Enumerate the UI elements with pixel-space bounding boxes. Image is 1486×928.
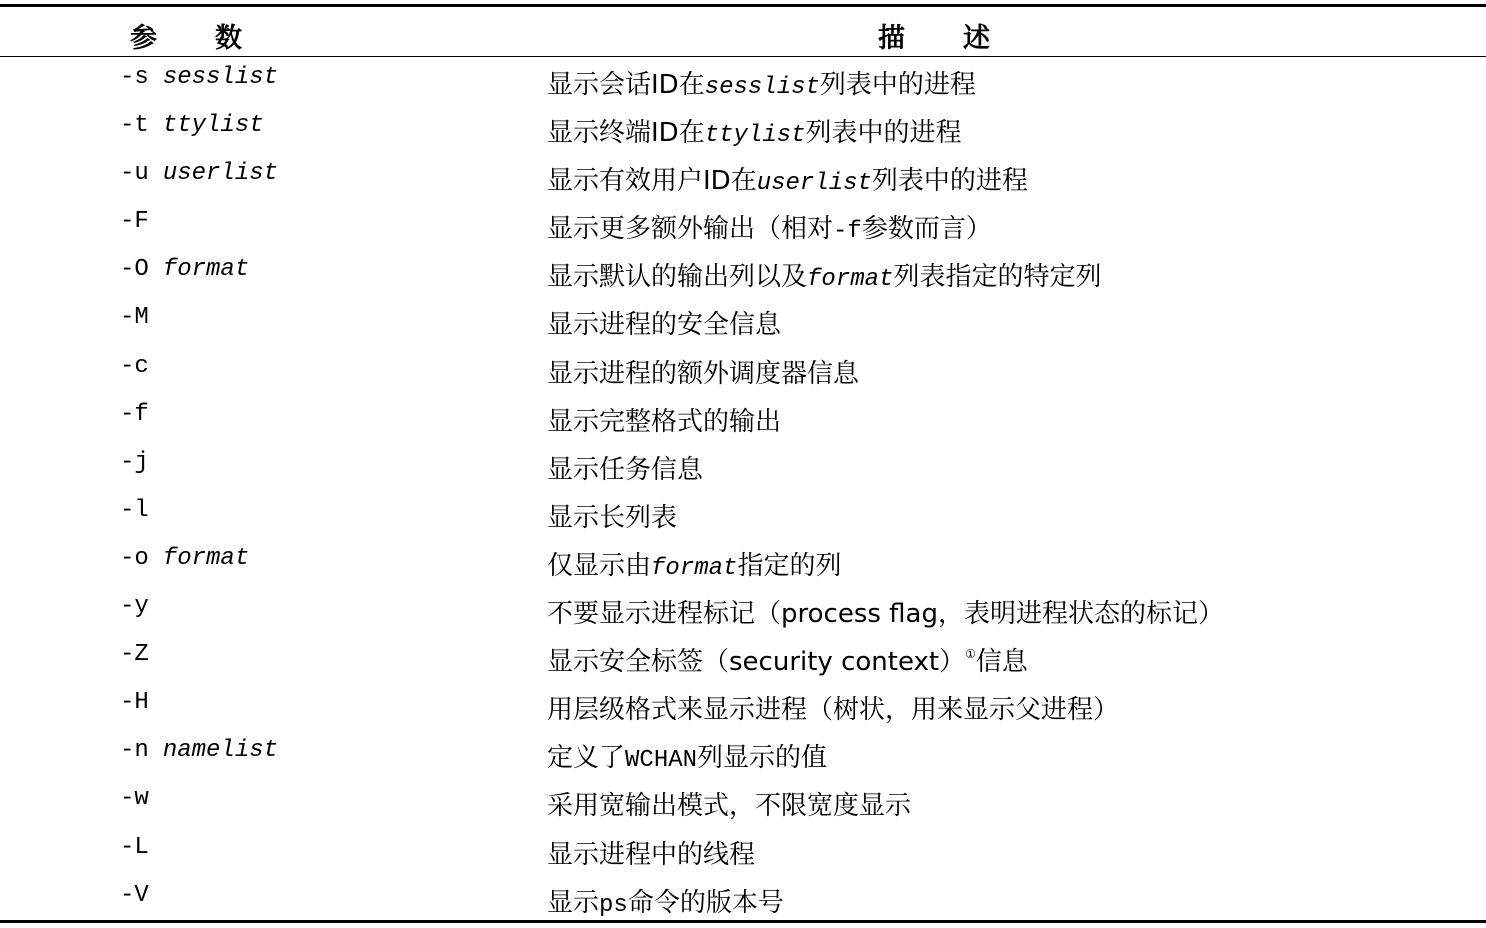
- description-text: 显示完整格式的输出: [547, 406, 782, 437]
- param-cell: [120, 593, 149, 620]
- description-text: 列表指定的特定列: [893, 262, 1102, 293]
- description-text: 显示任务信息: [547, 454, 704, 485]
- description-text: 参数而言）: [861, 214, 992, 245]
- param-cell: [120, 882, 149, 909]
- description-code: ps: [599, 891, 628, 919]
- param-cell: [120, 304, 149, 331]
- description-cell: [547, 449, 703, 486]
- description-text: 显示: [547, 887, 600, 918]
- description-cell: [547, 737, 827, 774]
- description-cell: [547, 545, 841, 582]
- description-text: 命令的版本号: [627, 887, 784, 918]
- param-flag: -O: [120, 256, 149, 284]
- param-arg: userlist: [162, 160, 279, 188]
- table-row: [0, 447, 1486, 495]
- header-param: 参数: [130, 23, 300, 54]
- table-row: [0, 639, 1486, 687]
- description-text: 显示进程中的线程: [547, 839, 756, 870]
- table-row: [0, 687, 1486, 735]
- description-text: 显示进程的额外调度器信息: [547, 358, 860, 389]
- description-text: 列表中的进程: [871, 166, 1028, 197]
- table-top-rule: [0, 4, 1486, 7]
- description-text: 列表中的进程: [819, 70, 976, 100]
- description-cell: [547, 785, 911, 822]
- param-flag: -L: [120, 833, 149, 861]
- param-flag: -V: [120, 881, 149, 909]
- param-cell: [120, 545, 249, 572]
- footnote-marker: ①: [965, 647, 976, 662]
- description-cell: [547, 208, 992, 245]
- description-cell: [547, 304, 781, 341]
- table-row: [0, 351, 1486, 399]
- description-arg: userlist: [756, 170, 872, 198]
- description-text: 采用宽输出模式，不限宽度显示: [547, 791, 912, 822]
- param-cell: [120, 160, 278, 187]
- param-flag: -M: [120, 304, 149, 332]
- description-text: 显示更多额外输出（相对: [547, 214, 834, 245]
- description-arg: ttylist: [704, 122, 806, 150]
- param-cell: [120, 353, 149, 380]
- table-row: [0, 110, 1486, 158]
- param-cell: [120, 64, 278, 91]
- header-rule: [0, 56, 1486, 57]
- description-text: 仅显示由: [547, 550, 652, 581]
- description-arg: format: [807, 266, 894, 294]
- param-flag: -n: [120, 737, 149, 765]
- description-text: 不要显示进程标记（process flag，表明进程状态的标记）: [547, 599, 1224, 630]
- param-cell: [120, 449, 149, 476]
- description-text: 定义了: [547, 743, 626, 774]
- param-cell: [120, 785, 149, 812]
- param-flag: -H: [120, 689, 149, 717]
- param-arg: format: [162, 544, 250, 572]
- table-row: [0, 399, 1486, 447]
- description-cell: [547, 593, 1224, 630]
- description-arg: format: [651, 554, 738, 582]
- param-arg: format: [162, 256, 250, 284]
- table-row: [0, 832, 1486, 880]
- param-arg: ttylist: [162, 112, 264, 140]
- param-cell: [120, 497, 149, 524]
- param-cell: [120, 401, 149, 428]
- description-cell: [547, 497, 677, 534]
- table-row: [0, 158, 1486, 206]
- param-cell: [120, 737, 278, 764]
- description-cell: [547, 641, 1028, 678]
- param-cell: [120, 689, 149, 716]
- param-cell: [120, 208, 149, 235]
- param-flag: -t: [120, 112, 149, 140]
- description-cell: [547, 112, 962, 149]
- description-code: -f: [833, 218, 862, 246]
- table-row: [0, 495, 1486, 543]
- param-flag: -j: [120, 448, 149, 476]
- param-cell: [120, 641, 149, 668]
- description-cell: [547, 160, 1028, 197]
- description-cell: [547, 353, 859, 390]
- table-row: [0, 302, 1486, 350]
- table-row: [0, 62, 1486, 110]
- param-flag: -o: [120, 544, 149, 572]
- description-text: 用层级格式来显示进程（树状，用来显示父进程）: [547, 695, 1120, 726]
- table-body: [0, 62, 1486, 928]
- table-row: [0, 783, 1486, 831]
- param-flag: -F: [120, 208, 149, 236]
- table-row: [0, 735, 1486, 783]
- description-cell: [547, 401, 781, 438]
- description-text: 列显示的值: [697, 743, 828, 774]
- param-cell: [120, 256, 249, 283]
- description-text: 显示安全标签（security context）: [547, 647, 966, 678]
- param-flag: -u: [120, 160, 149, 188]
- param-flag: -s: [120, 64, 149, 91]
- description-cell: [547, 256, 1101, 293]
- description-cell: [547, 882, 784, 919]
- table-row: [0, 254, 1486, 302]
- param-cell: [120, 834, 149, 861]
- description-text: 显示终端ID在: [547, 118, 705, 149]
- description-cell: [547, 689, 1119, 726]
- param-cell: [120, 112, 264, 139]
- table-header: [0, 12, 1486, 52]
- description-arg: sesslist: [704, 74, 820, 101]
- param-flag: -c: [120, 352, 149, 380]
- description-text: 显示进程的安全信息: [547, 310, 782, 341]
- table-row: [0, 206, 1486, 254]
- description-text: 列表中的进程: [805, 118, 962, 149]
- description-text: 显示会话ID在: [547, 70, 705, 100]
- description-text: 显示有效用户ID在: [547, 166, 757, 197]
- param-arg: sesslist: [162, 64, 279, 91]
- header-description: 描述: [878, 23, 1048, 54]
- description-text: 显示长列表: [547, 502, 678, 533]
- param-flag: -f: [120, 400, 149, 428]
- param-flag: -l: [120, 496, 149, 524]
- table-bottom-rule: [0, 920, 1486, 923]
- table-row: [0, 543, 1486, 591]
- description-code: WCHAN: [625, 747, 698, 775]
- description-text: 显示默认的输出列以及: [547, 262, 808, 293]
- description-text: 信息: [975, 647, 1028, 678]
- param-flag: -y: [120, 593, 149, 621]
- param-flag: -w: [120, 785, 149, 813]
- table-row: [0, 591, 1486, 639]
- param-arg: namelist: [162, 737, 279, 765]
- description-cell: [547, 64, 976, 101]
- description-text: 指定的列: [737, 550, 842, 581]
- description-cell: [547, 834, 755, 871]
- param-flag: -Z: [120, 641, 149, 669]
